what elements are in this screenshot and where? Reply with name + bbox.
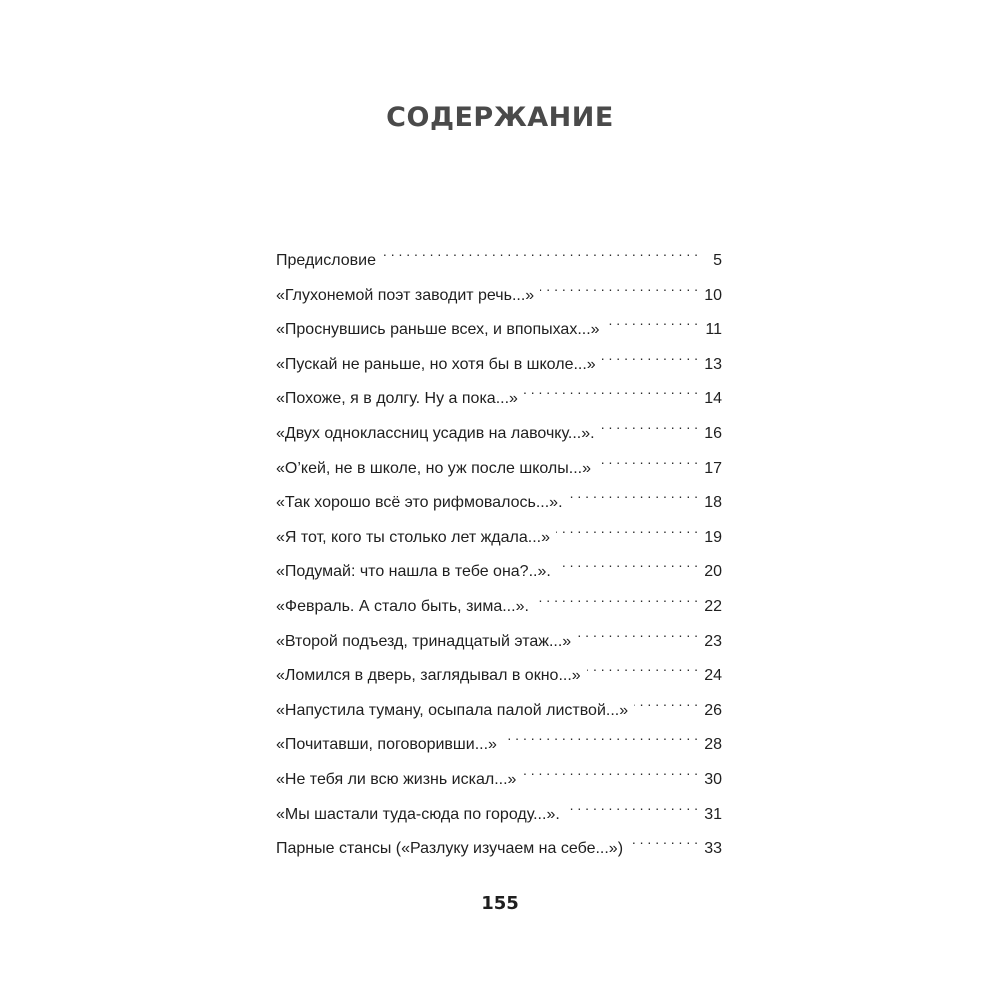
toc-entry-page: 23 — [704, 632, 722, 650]
toc-entry[interactable] — [276, 237, 722, 272]
toc-entry-page: 30 — [704, 770, 722, 788]
toc-entry[interactable] — [276, 791, 722, 826]
toc-entry-page: 31 — [704, 805, 722, 823]
dot-leader — [503, 721, 698, 749]
toc-entry-title: «Двух одноклассниц усадив на лавочку...». — [276, 424, 595, 442]
toc-entry-page: 22 — [704, 597, 722, 615]
toc-entry[interactable] — [276, 687, 722, 722]
dot-leader — [557, 548, 698, 576]
toc-entry[interactable] — [276, 445, 722, 480]
toc-entry[interactable] — [276, 341, 722, 376]
toc-entry-title: «Почитавши, поговоривши...» — [276, 736, 497, 754]
toc-entry-title: «Глухонемой поэт заводит речь...» — [276, 286, 535, 304]
dot-leader — [535, 583, 698, 611]
dot-leader — [597, 445, 698, 473]
toc-entry[interactable] — [276, 825, 722, 860]
toc-entry-title: Парные стансы («Разлуку изучаем на себе...») — [276, 840, 624, 858]
toc-entry-title: «Мы шастали туда-сюда по городу...». — [276, 805, 560, 823]
toc-entry[interactable] — [276, 272, 722, 307]
toc-entry-title: «Я тот, кого ты столько лет ждала...» — [276, 528, 550, 546]
dot-leader — [602, 341, 698, 369]
dot-leader — [522, 756, 698, 784]
dot-leader — [540, 272, 698, 300]
dot-leader — [566, 791, 698, 819]
toc-entry-page: 18 — [704, 494, 722, 512]
page-title: СОДЕРЖАНИЕ — [386, 102, 614, 133]
toc-entry-page: 5 — [713, 252, 722, 269]
toc-entry-title: «Второй подъезд, тринадцатый этаж...» — [276, 632, 572, 650]
toc-entry-page: 17 — [704, 459, 722, 477]
toc-entry-page: 26 — [704, 701, 722, 719]
toc-entry[interactable] — [276, 306, 722, 341]
toc-entry-title: «Проснувшись раньше всех, и впопыхах...» — [276, 321, 600, 339]
toc-entry-title: «Похоже, я в долгу. Ну а пока...» — [276, 390, 518, 408]
toc-entry[interactable] — [276, 756, 722, 791]
dot-leader — [569, 479, 698, 507]
toc-entry-title: «Подумай: что нашла в тебе она?..». — [276, 563, 551, 581]
toc-entry[interactable] — [276, 548, 722, 583]
toc-entry-page: 11 — [705, 321, 722, 339]
dot-leader — [606, 306, 698, 334]
toc-entry-title: Предисловие — [276, 252, 376, 269]
toc-entry-page: 13 — [704, 355, 722, 373]
dot-leader — [587, 652, 698, 680]
toc-entry-page: 14 — [704, 390, 722, 408]
dot-leader — [634, 687, 698, 715]
dot-leader — [629, 825, 698, 853]
toc-entry[interactable] — [276, 652, 722, 687]
toc-entry-title: «Напустила туману, осыпала палой листвой...» — [276, 701, 629, 719]
dot-leader — [524, 375, 698, 403]
toc-entry[interactable] — [276, 721, 722, 756]
toc-entry-page: 24 — [704, 667, 722, 685]
dot-leader — [382, 237, 698, 265]
dot-leader — [556, 514, 698, 542]
dot-leader — [577, 618, 698, 646]
toc-entry-page: 19 — [704, 528, 722, 546]
toc-entry-page: 28 — [704, 736, 722, 754]
toc-entry[interactable] — [276, 410, 722, 445]
table-of-contents — [276, 237, 722, 860]
toc-entry-title: «Февраль. А стало быть, зима...». — [276, 597, 529, 615]
toc-entry-title: «Так хорошо всё это рифмовалось...». — [276, 494, 563, 512]
toc-entry-title: «Пускай не раньше, но хотя бы в школе...» — [276, 355, 596, 373]
dot-leader — [601, 410, 698, 438]
toc-entry-title: «Ломился в дверь, заглядывал в окно...» — [276, 667, 581, 685]
toc-entry[interactable] — [276, 479, 722, 514]
toc-entry-title: «О’кей, не в школе, но уж после школы...» — [276, 459, 591, 477]
toc-entry[interactable] — [276, 514, 722, 549]
toc-entry[interactable] — [276, 618, 722, 653]
toc-entry-page: 33 — [704, 840, 722, 858]
toc-entry-page: 20 — [704, 563, 722, 581]
toc-entry-page: 10 — [704, 286, 722, 304]
toc-entry-page: 16 — [704, 424, 722, 442]
toc-entry[interactable] — [276, 375, 722, 410]
page-number: 155 — [481, 893, 519, 914]
toc-entry-title: «Не тебя ли всю жизнь искал...» — [276, 770, 517, 788]
toc-entry[interactable] — [276, 583, 722, 618]
